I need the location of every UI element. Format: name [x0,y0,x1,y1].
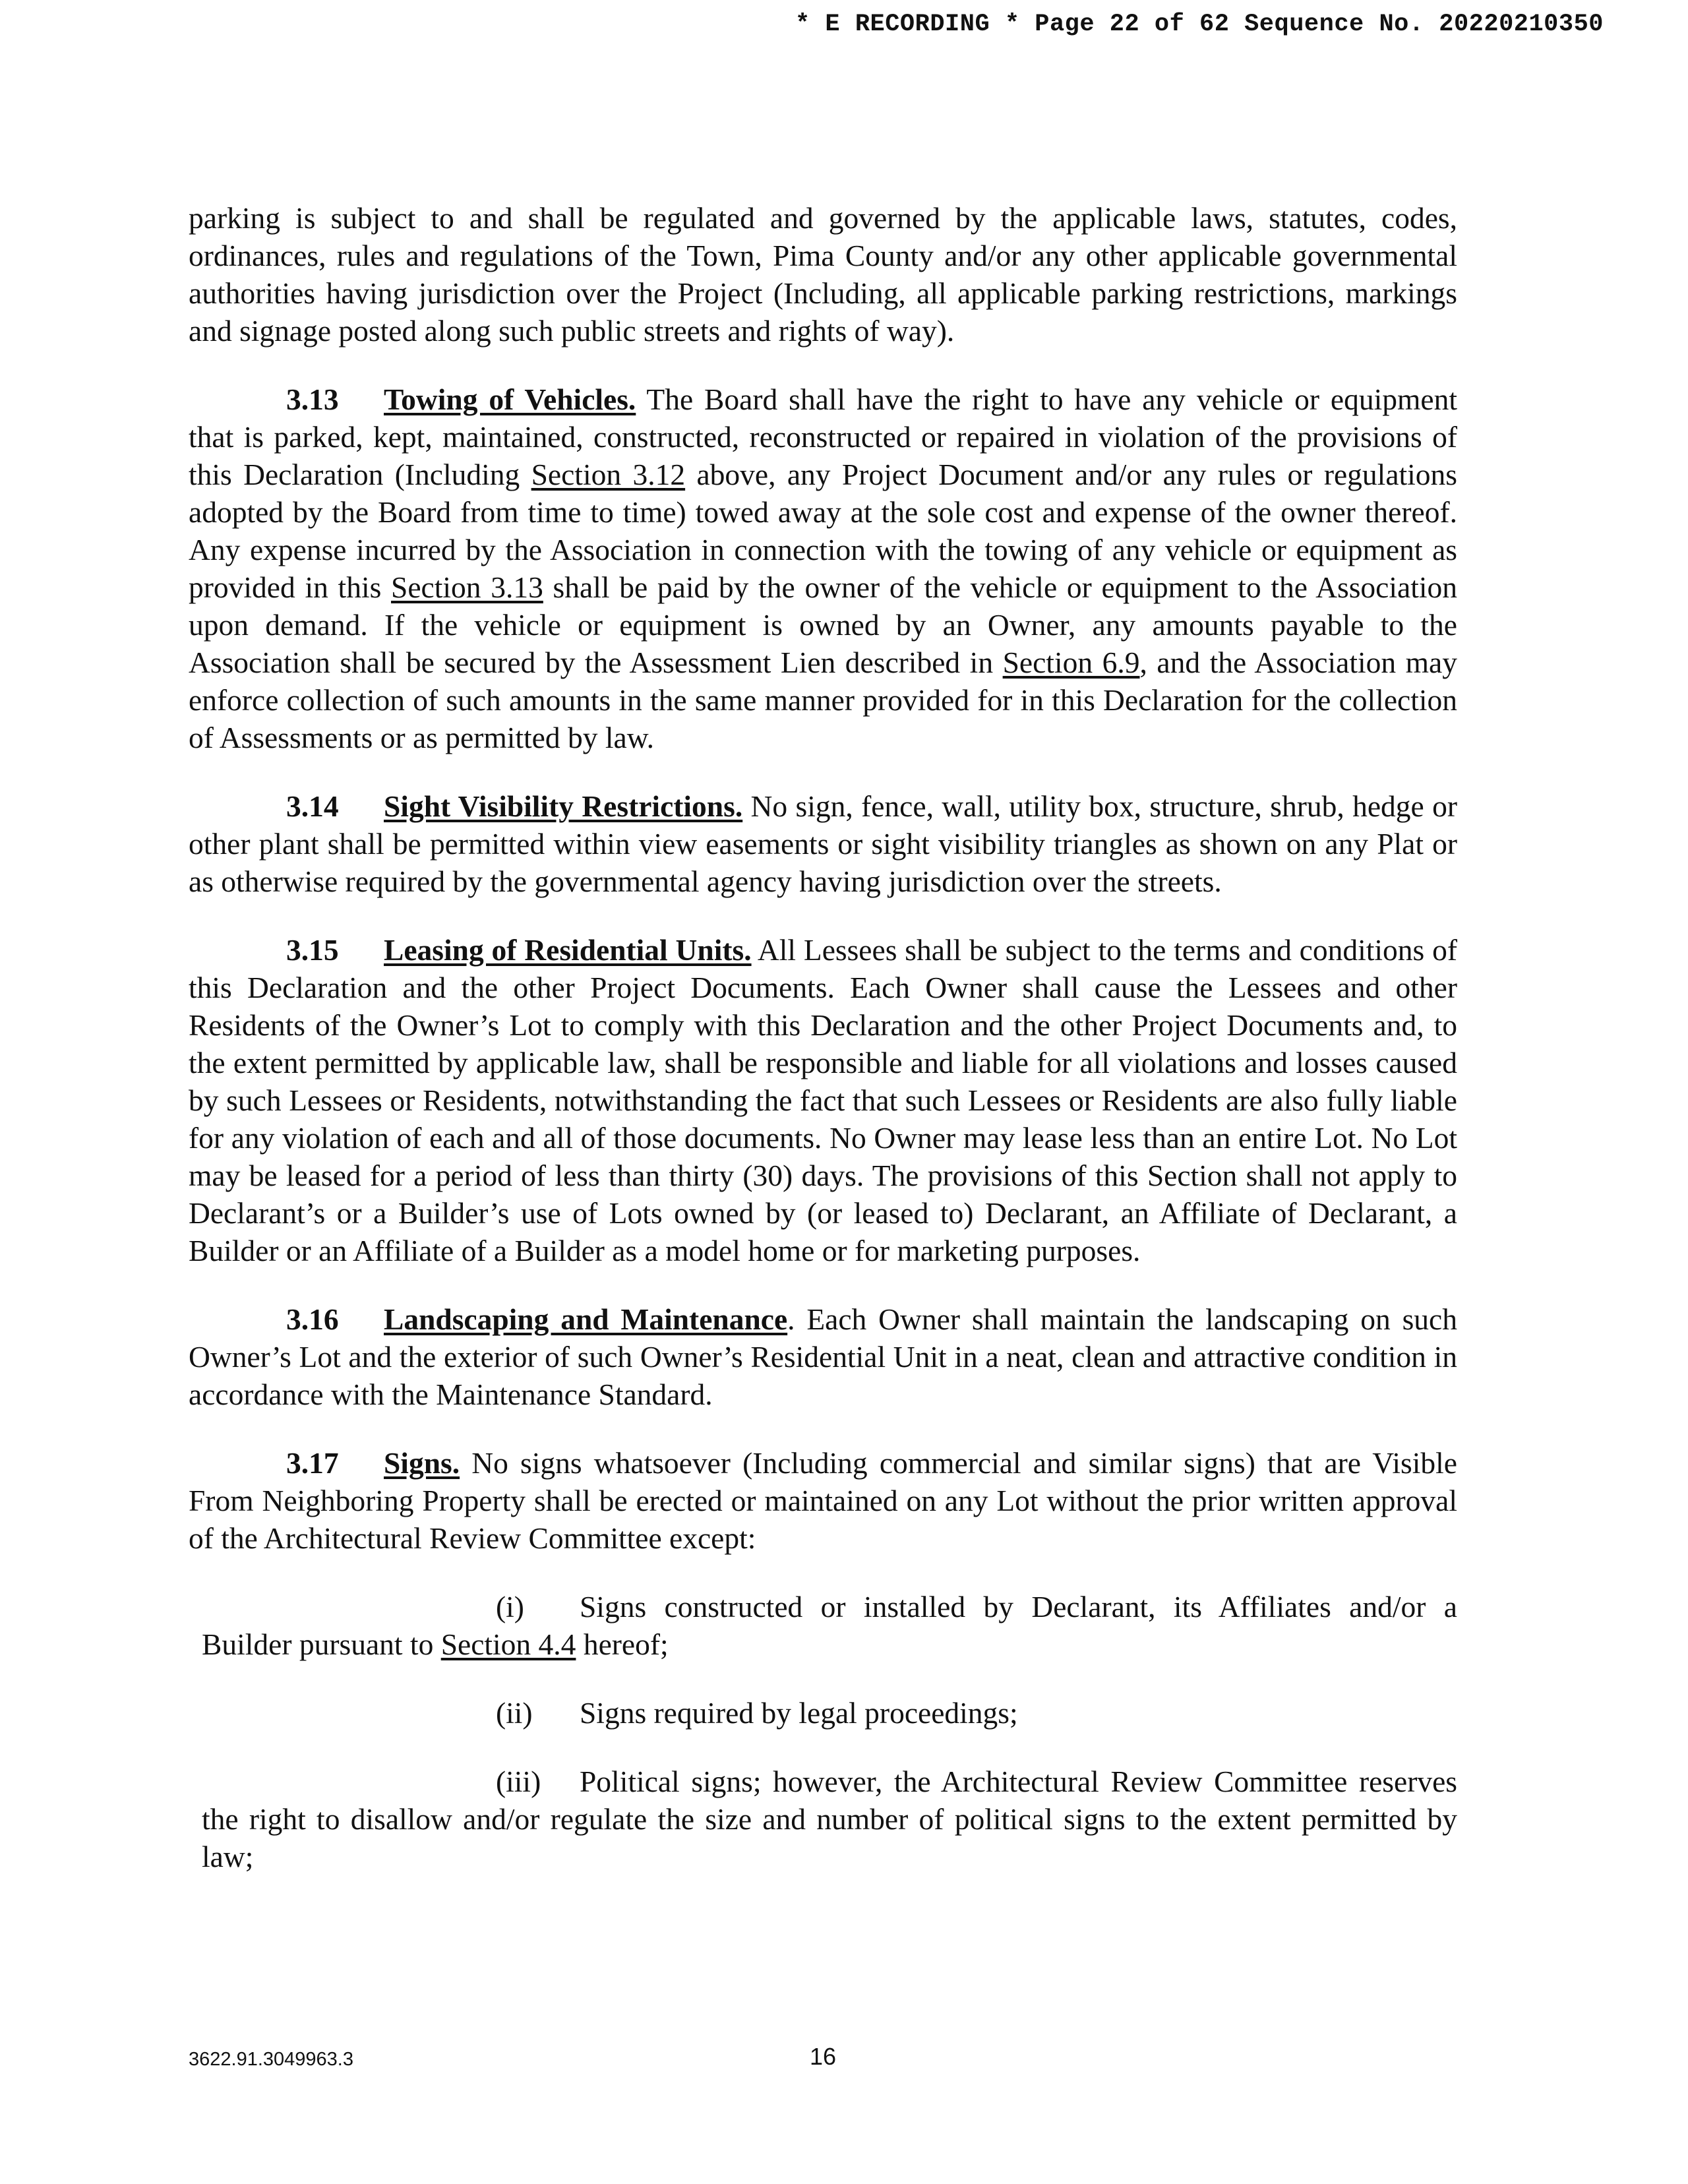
section-number: 3.14 [286,789,339,823]
list-marker: (iii) [496,1765,541,1798]
section-reference: Section 6.9 [1002,646,1140,679]
section-reference: Section 4.4 [440,1627,576,1661]
section-3-16 [189,1300,1457,1413]
list-text: Signs required by legal proceedings; [580,1696,1018,1730]
section-text: above, any Project Document and/or any rules or regulations adopted by the Board from time to time) towed away at the sole cost and expense of the owner thereof. Any expense incurred by the Association in connection with the towing of any vehicle or equipment as provided in this [189,458,1457,604]
list-text: Signs constructed or installed by Declarant, its Affiliates and/or a Builder pursuant to [202,1590,1457,1661]
recording-header: * E RECORDING * Page 22 of 62 Sequence No. 20220210350 [795,11,1604,38]
footer-document-id: 3622.91.3049963.3 [189,2049,353,2070]
list-item-iii [189,1763,1457,1875]
section-3-15 [189,931,1457,1269]
document-body [189,199,1457,1906]
list-marker: (ii) [496,1696,533,1730]
section-3-14 [189,787,1457,900]
section-title: Leasing of Residential Units. [384,933,752,967]
section-reference: Section 3.13 [391,570,543,604]
list-item-ii [189,1694,1457,1732]
paragraph-parking-continued: parking is subject to and shall be regulated and governed by the applicable laws, statutes, codes, ordinances, rules and regulations of the Town, Pima County and/or any other applicable governmental authorities having jurisdiction over the Project (Including, all applicable parking restrictions, markings and signage posted along such public streets and rights of way). [189,201,1457,348]
section-number: 3.17 [286,1446,339,1480]
section-number: 3.13 [286,382,339,416]
section-number: 3.16 [286,1302,339,1336]
section-text: All Lessees shall be subject to the terms and conditions of this Declaration and the other Project Documents. Each Owner shall cause the Lessees and other Residents of the Owner’s Lot to comply with this Declaration and the other Project Documents and, to the extent permitted by applicable law, shall be responsible and liable for all violations and losses caused by such Lessees or Residents, notwithstanding the fact that such Lessees or Residents are also fully liable for any violation of each and all of those documents. No Owner may lease less than an entire Lot. No Lot may be leased for a period of less than thirty (30) days. The provisions of this Section shall not apply to Declarant’s or a Builder’s use of Lots owned by (or leased to) Declarant, an Affiliate of Declarant, a Builder or an Affiliate of a Builder as a model home or for marketing purposes. [189,933,1457,1267]
section-number: 3.15 [286,933,339,967]
list-item-i [189,1588,1457,1663]
section-text: , and the Association may enforce collection of such amounts in the same manner provided for in this Declaration for the collection of Assessments or as permitted by law. [189,646,1457,754]
section-3-13 [189,380,1457,756]
section-reference: Section 3.12 [531,458,686,491]
section-title: Towing of Vehicles. [384,382,636,416]
section-text: No sign, fence, wall, utility box, structure, shrub, hedge or other plant shall be permitted within view easements or sight visibility triangles as shown on any Plat or as otherwise required by the governmental agency having jurisdiction over the streets. [189,789,1458,898]
footer-page-number: 16 [809,2043,837,2070]
list-marker: (i) [496,1590,524,1623]
section-text: No signs whatsoever (Including commercial and similar signs) that are Visible From Neighboring Property shall be erected or maintained on any Lot without the prior written approval of the Architectural Review Committee except: [189,1446,1457,1555]
section-title: Sight Visibility Restrictions. [384,789,743,823]
section-text: The Board shall have the right to have any vehicle or equipment that is parked, kept, maintained, constructed, reconstructed or repaired in violation of the provisions of this Declaration (Including [189,382,1457,491]
list-text: hereof; [576,1627,669,1661]
section-title: Signs. [384,1446,460,1480]
section-3-17 [189,1444,1457,1557]
list-text: Political signs; however, the Architectural Review Committee reserves the right to disallow and/or regulate the size and number of political signs to the extent permitted by law; [202,1765,1457,1873]
section-text: shall be paid by the owner of the vehicle or equipment to the Association upon demand. If the vehicle or equipment is owned by an Owner, any amounts payable to the Association shall be secured by the Assessment Lien described in [189,570,1457,679]
section-title: Landscaping and Maintenance [384,1302,788,1336]
section-text: . Each Owner shall maintain the landscaping on such Owner’s Lot and the exterior of such Owner’s Residential Unit in a neat, clean and attractive condition in accordance with the Maintenance Standard. [189,1302,1457,1411]
